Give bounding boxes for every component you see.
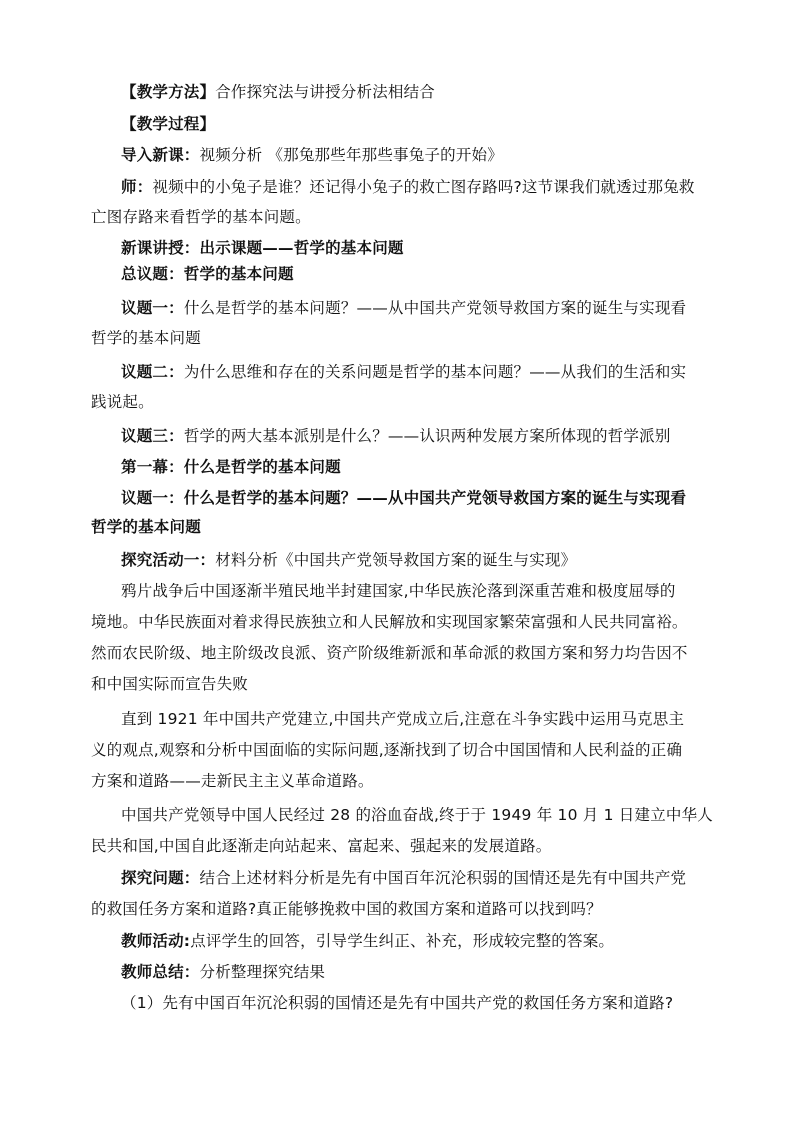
topic2-text-1: 为什么思维和存在的关系问题是哲学的基本问题？——从我们的生活和实 — [183, 363, 687, 381]
para1-line-2: 境地。中华民族面对着求得民族独立和人民解放和实现国家繁荣富强和人民共同富裕。 — [91, 613, 688, 631]
teaching-method-text: 合作探究法与讲授分析法相结合 — [215, 83, 436, 101]
teacher-question-line-1 — [121, 177, 715, 197]
para1-line-4: 和中国实际而宣告失败 — [91, 675, 249, 693]
para3-line-2: 民共和国,中国自此逐渐走向站起来、富起来、强起来的发展道路。 — [91, 837, 552, 855]
topic1-line-1 — [121, 298, 715, 318]
topic2-label: 议题二： — [121, 363, 184, 381]
teacher-summary-text: 分析整理探究结果 — [199, 963, 326, 981]
teaching-method-label: 【教学方法】 — [121, 83, 216, 101]
intro-line — [121, 145, 715, 165]
topic1-text-1: 什么是哲学的基本问题？——从中国共产党领导救国方案的诞生与实现看 — [183, 299, 687, 317]
teacher-activity-label: 教师活动: — [121, 932, 191, 950]
para3-line-1: 中国共产党领导中国人民经过 28 的浴血奋战,终于于 1949 年 10 月 1 日建立中华人 — [121, 806, 713, 824]
teacher-summary-label: 教师总结： — [121, 963, 200, 981]
explore1-line — [121, 550, 715, 570]
teacher-question-line-2: 亡图存路来看哲学的基本问题。 — [91, 208, 311, 226]
teacher-activity-line — [121, 931, 715, 951]
teacher-summary-line — [121, 962, 715, 982]
explore1-label: 探究活动一： — [121, 551, 216, 569]
new-lesson-heading: 新课讲授：出示课题——哲学的基本问题 — [121, 239, 404, 257]
topic1-line-2: 哲学的基本问题 — [91, 329, 201, 347]
explore-question-label: 探究问题： — [121, 869, 200, 887]
explore-question-line-1 — [121, 868, 715, 888]
para1-line-1: 鸦片战争后中国逐渐半殖民地半封建国家,中华民族沦落到深重苦难和极度屈辱的 — [121, 582, 676, 600]
explore1-text: 材料分析《中国共产党领导救国方案的诞生与实现》 — [215, 551, 577, 569]
topic1-label: 议题一： — [121, 299, 184, 317]
topic1-bold-line-1: 议题一：什么是哲学的基本问题？——从中国共产党领导救国方案的诞生与实现看 — [121, 489, 687, 507]
explore-question-line-2: 的救国任务方案和道路?真正能够挽救中国的救国方案和道路可以找到吗？ — [91, 900, 602, 918]
intro-text: 视频分析 《那兔那些年那些事兔子的开始》 — [199, 146, 503, 164]
para2-line-3: 方案和道路——走新民主主义革命道路。 — [91, 772, 374, 790]
para2-line-1: 直到 1921 年中国共产党建立,中国共产党成立后,注意在斗争实践中运用马克思主 — [121, 710, 685, 728]
teacher-activity-text: 点评学生的回答，引导学生纠正、补充，形成较完整的答案。 — [190, 932, 615, 950]
teacher-question-text-1: 视频中的小兔子是谁？还记得小兔子的救亡图存路吗?这节课我们就透过那兔救 — [152, 178, 695, 196]
topic2-line-2: 践说起。 — [91, 393, 154, 411]
act1-heading: 第一幕：什么是哲学的基本问题 — [121, 458, 341, 476]
teacher-question-label: 师： — [121, 178, 153, 196]
topic2-line-1 — [121, 362, 715, 382]
para2-line-2: 义的观点,观察和分析中国面临的实际问题,逐渐找到了切合中国国情和人民利益的正确 — [91, 741, 683, 759]
para1-line-3: 然而农民阶级、地主阶级改良派、资产阶级维新派和革命派的救国方案和努力均告因不 — [91, 644, 688, 662]
topic3-line — [121, 426, 715, 446]
teaching-process-heading: 【教学过程】 — [121, 115, 216, 133]
intro-label: 导入新课： — [121, 146, 200, 164]
topic1-bold-line-2: 哲学的基本问题 — [91, 518, 201, 536]
teaching-method-line — [121, 82, 715, 102]
general-topic-heading: 总议题：哲学的基本问题 — [121, 265, 294, 283]
topic3-text: 哲学的两大基本派别是什么？——认识两种发展方案所体现的哲学派别 — [183, 427, 671, 445]
question-1-line: （1）先有中国百年沉沦积弱的国情还是先有中国共产党的救国任务方案和道路? — [121, 994, 674, 1012]
topic3-label: 议题三： — [121, 427, 184, 445]
explore-question-text-1: 结合上述材料分析是先有中国百年沉沦积弱的国情还是先有中国共产党 — [199, 869, 687, 887]
